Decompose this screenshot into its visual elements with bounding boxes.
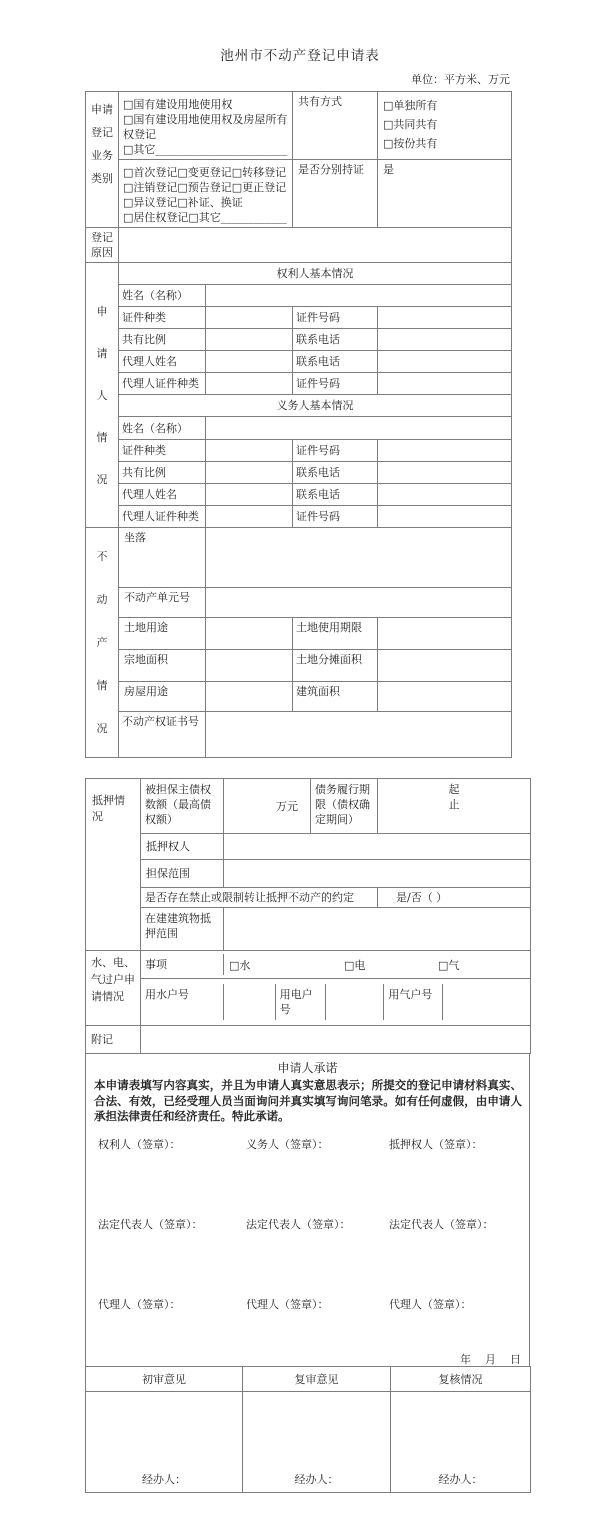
sig-legal-rep-1[interactable]: 法定代表人（签章）：	[98, 1218, 203, 1231]
checkbox-objection-reissue[interactable]: □异议登记□补证、换证	[123, 196, 243, 209]
obligor-agent-id-no-label: 证件号码	[293, 506, 378, 528]
location-value[interactable]	[206, 528, 512, 588]
land-share-area-value[interactable]	[378, 650, 512, 682]
rights-agent-id-no-label: 证件号码	[293, 373, 378, 395]
obligor-agent-id-no-value[interactable]	[378, 506, 512, 528]
sig-mortgagee[interactable]: 抵押权人（签章）：	[389, 1138, 483, 1151]
note-label: 附记	[86, 1026, 141, 1054]
building-area-value[interactable]	[378, 682, 512, 712]
rights-agent-id-no-value[interactable]	[378, 373, 512, 395]
building-area-label: 建筑面积	[293, 682, 378, 712]
checkbox-first-change-transfer[interactable]: □首次登记□变更登记□转移登记	[123, 166, 287, 179]
checkbox-water[interactable]: □水	[229, 959, 251, 972]
rights-id-type-value[interactable]	[206, 307, 293, 329]
debt-term-label: 债务履行期限（债权确定期间）	[311, 779, 378, 834]
items-label: 事项	[141, 954, 224, 975]
separate-certificate-value[interactable]: 是	[378, 160, 512, 228]
land-share-area-label: 土地分摊面积	[293, 650, 378, 682]
checkbox-cancel-notice-correct[interactable]: □注销登记□预告登记□更正登记	[123, 181, 287, 194]
rights-phone-label: 联系电话	[293, 329, 378, 351]
checkbox-state-land-use-right[interactable]: □国有建设用地使用权	[123, 98, 233, 111]
re-review-header: 复审意见	[243, 1367, 391, 1392]
rights-agent-id-type-label: 代理人证件种类	[119, 373, 206, 395]
sig-rights-holder[interactable]: 权利人（签章）：	[98, 1138, 181, 1151]
obligor-agent-name-label: 代理人姓名	[119, 484, 206, 506]
checkbox-other-type[interactable]: □其它________________________	[123, 143, 288, 156]
rights-id-no-label: 证件号码	[293, 307, 378, 329]
rights-agent-phone-label: 联系电话	[293, 351, 378, 373]
property-section-label-text: 不 动 产 情 况	[96, 550, 108, 735]
obligor-agent-id-type-value[interactable]	[206, 506, 293, 528]
obligor-name-label: 姓名（名称）	[119, 417, 206, 440]
construction-mortgage-label: 在建建筑物抵押范围	[141, 908, 224, 951]
electric-account-value[interactable]	[326, 984, 385, 1020]
rights-share-label: 共有比例	[119, 329, 206, 351]
sig-legal-rep-3[interactable]: 法定代表人（签章）：	[389, 1218, 494, 1231]
guarantee-scope-value[interactable]	[224, 860, 531, 888]
recheck-header: 复核情况	[391, 1367, 531, 1392]
obligor-id-type-value[interactable]	[206, 440, 293, 462]
transfer-restriction-label: 是否存在禁止或限制转让抵押不动产的约定	[141, 888, 378, 908]
mortgagee-label: 抵押权人	[141, 834, 224, 860]
co-ownership-options	[378, 92, 512, 160]
obligor-header: 义务人基本情况	[119, 395, 512, 417]
sig-agent-1[interactable]: 代理人（签章）：	[98, 1298, 181, 1311]
commitment-box	[85, 1053, 530, 1367]
rights-name-label: 姓名（名称）	[119, 285, 206, 307]
checkbox-state-land-and-house[interactable]: □国有建设用地使用权及房屋所有权登记	[123, 113, 288, 141]
preliminary-review-header: 初审意见	[86, 1367, 243, 1392]
rights-agent-id-type-value[interactable]	[206, 373, 293, 395]
rights-share-value[interactable]	[206, 329, 293, 351]
checkbox-sole-ownership[interactable]: □单独所有	[383, 99, 438, 112]
rights-holder-header: 权利人基本情况	[119, 263, 512, 285]
obligor-id-no-value[interactable]	[378, 440, 512, 462]
business-type-options	[119, 92, 293, 160]
obligor-agent-phone-value[interactable]	[378, 484, 512, 506]
house-use-label: 房屋用途	[119, 682, 206, 712]
obligor-agent-name-value[interactable]	[206, 484, 293, 506]
sig-agent-3[interactable]: 代理人（签章）：	[389, 1298, 472, 1311]
rights-agent-phone-value[interactable]	[378, 351, 512, 373]
transfer-restriction-value[interactable]: 是/否（ ）	[378, 888, 531, 908]
rights-phone-value[interactable]	[378, 329, 512, 351]
obligor-name-value[interactable]	[206, 417, 512, 440]
checkbox-residence-other[interactable]: □居住权登记□其它____________	[123, 211, 287, 224]
business-category-label: 申请登记业务类别	[86, 92, 119, 228]
co-ownership-label: 共有方式	[293, 92, 378, 160]
rights-agent-name-label: 代理人姓名	[119, 351, 206, 373]
rights-id-no-value[interactable]	[378, 307, 512, 329]
unit-number-value[interactable]	[206, 588, 512, 618]
sig-legal-rep-2[interactable]: 法定代表人（签章）：	[246, 1218, 351, 1231]
mortgage-section-label: 抵押情况	[86, 779, 141, 951]
house-use-value[interactable]	[206, 682, 293, 712]
main-form-table	[85, 91, 512, 758]
obligor-id-type-label: 证件种类	[119, 440, 206, 462]
land-term-label: 土地使用期限	[293, 618, 378, 650]
recheck-handler[interactable]: 经办人：	[391, 1392, 531, 1493]
rights-id-type-label: 证件种类	[119, 307, 206, 329]
reason-value-cell[interactable]	[119, 228, 512, 263]
gas-account-label: 用气户号	[384, 984, 443, 1020]
obligor-phone-label: 联系电话	[293, 462, 378, 484]
registration-type-options	[119, 160, 293, 228]
signature-date[interactable]: 年 月 日	[460, 1353, 521, 1366]
sig-agent-2[interactable]: 代理人（签章）：	[246, 1298, 329, 1311]
checkbox-electric[interactable]: □电	[344, 959, 366, 972]
form-title: 池州市不动产登记申请表	[220, 48, 380, 64]
rights-agent-name-value[interactable]	[206, 351, 293, 373]
re-review-handler[interactable]: 经办人：	[243, 1392, 391, 1493]
term-start-label: 起	[448, 783, 460, 796]
checkbox-gas[interactable]: □气	[438, 959, 460, 972]
commitment-title: 申请人承诺	[277, 1061, 338, 1075]
utility-options	[224, 954, 530, 975]
parcel-area-value[interactable]	[206, 650, 293, 682]
unit-number-label: 不动产单元号	[119, 588, 206, 618]
unit-note: 单位：平方米、万元	[411, 73, 510, 86]
review-table	[85, 1366, 531, 1493]
obligor-agent-phone-label: 联系电话	[293, 484, 378, 506]
utilities-section-label: 水、电、气过户申请情况	[86, 951, 141, 1026]
obligor-phone-value[interactable]	[378, 462, 512, 484]
secured-amount-label: 被担保主债权数额（最高债权额）	[141, 779, 224, 834]
water-account-value[interactable]	[224, 984, 276, 1020]
separate-certificate-label: 是否分别持证	[293, 160, 378, 228]
water-account-label: 用水户号	[141, 984, 224, 1020]
certificate-number-label: 不动产权证书号	[119, 712, 206, 758]
obligor-agent-id-type-label: 代理人证件种类	[119, 506, 206, 528]
guarantee-scope-label: 担保范围	[141, 860, 224, 888]
obligor-share-value[interactable]	[206, 462, 293, 484]
certificate-number-value[interactable]	[206, 712, 512, 758]
checkbox-shared-ownership[interactable]: □按份共有	[383, 137, 438, 150]
mortgagee-value[interactable]	[224, 834, 531, 860]
checkbox-joint-ownership[interactable]: □共同共有	[383, 118, 438, 131]
commitment-body: 本申请表填写内容真实，并且为申请人真实意思表示；所提交的登记申请材料真实、合法、有效，已经受理人员当面询问并真实填写询问笔录。如有任何虚假，由申请人承担法律责任和经济责任。特此承诺。	[94, 1078, 522, 1123]
reason-label: 登记原因	[86, 228, 119, 263]
land-use-label: 土地用途	[119, 618, 206, 650]
applicant-section-label-text: 申 请 人 情 况	[96, 304, 108, 486]
applicant-section-label	[86, 263, 119, 528]
land-use-value[interactable]	[206, 618, 293, 650]
construction-mortgage-value[interactable]	[224, 908, 531, 951]
debt-term-value[interactable]	[378, 779, 531, 834]
obligor-share-label: 共有比例	[119, 462, 206, 484]
parcel-area-label: 宗地面积	[119, 650, 206, 682]
secured-amount-unit[interactable]: 万元	[224, 779, 311, 834]
utility-items-row	[141, 951, 531, 979]
rights-name-value[interactable]	[206, 285, 512, 307]
obligor-id-no-label: 证件号码	[293, 440, 378, 462]
utility-accounts-row	[141, 979, 531, 1026]
land-term-value[interactable]	[378, 618, 512, 650]
note-value[interactable]	[141, 1026, 531, 1054]
mortgage-utilities-table	[85, 778, 531, 1054]
gas-account-value[interactable]	[443, 984, 530, 1020]
electric-account-label: 用电户号	[276, 984, 326, 1020]
sig-obligor[interactable]: 义务人（签章）：	[246, 1138, 329, 1151]
term-end-label: 止	[448, 798, 460, 811]
preliminary-review-handler[interactable]: 经办人：	[86, 1392, 243, 1493]
property-section-label	[86, 528, 119, 758]
location-label: 坐落	[119, 528, 206, 588]
